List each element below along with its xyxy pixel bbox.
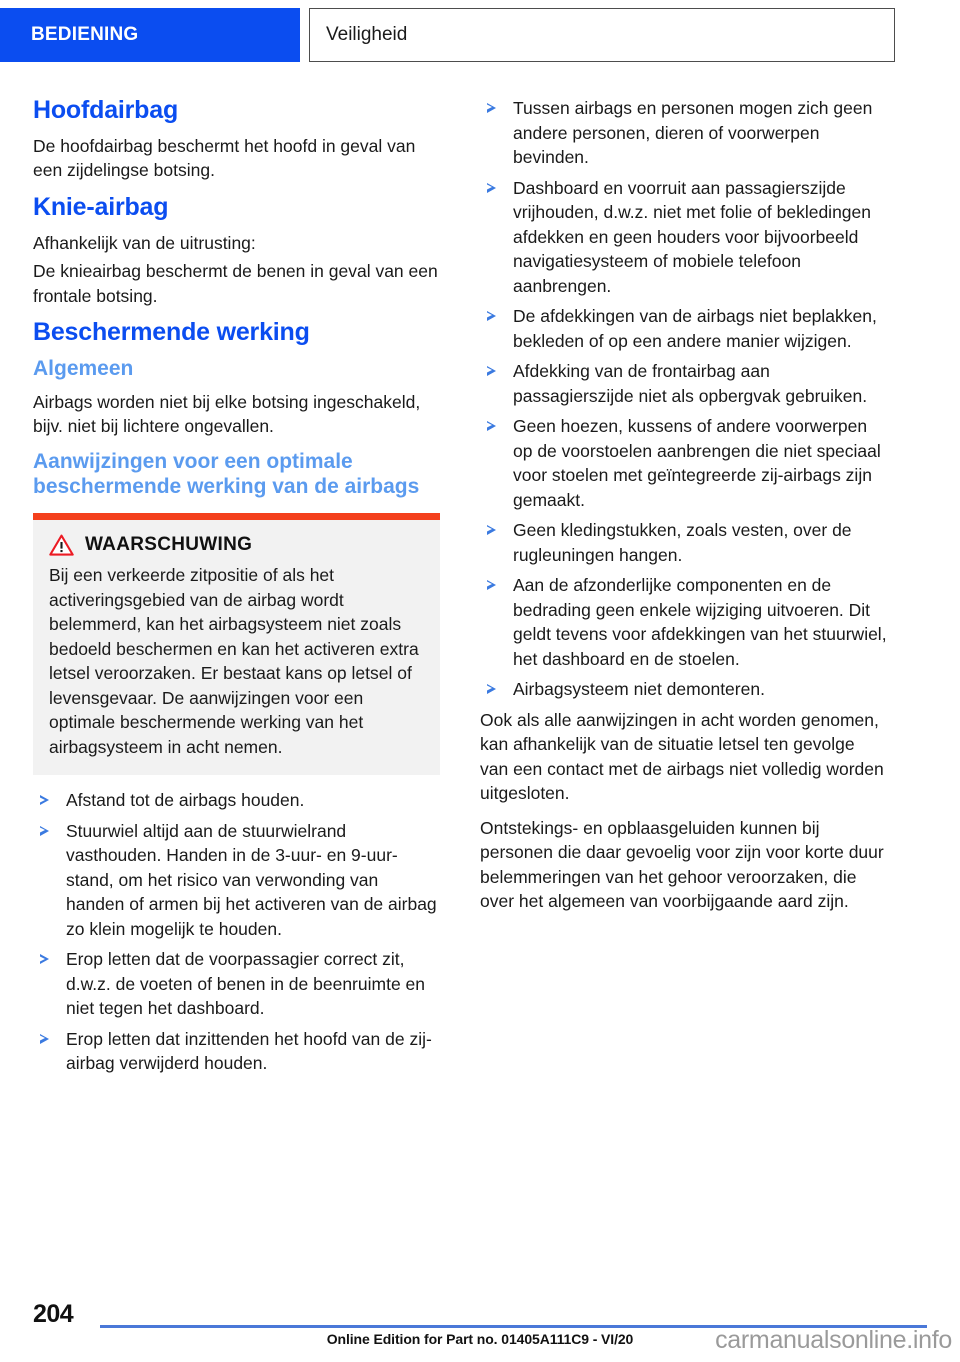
list-item xyxy=(33,1027,440,1076)
heading-hoofdairbag: Hoofdairbag xyxy=(33,96,179,124)
right-column xyxy=(480,96,887,924)
header-section-label: Veiligheid xyxy=(326,24,408,45)
list-item xyxy=(480,96,887,170)
header-section-tab xyxy=(309,8,895,62)
page-footer xyxy=(0,1290,960,1362)
list-item-text: De afdekkingen van de airbags niet beplakken, bekleden of op een andere manier wijzigen. xyxy=(513,306,877,351)
triangle-bullet-icon xyxy=(40,826,49,836)
list-item-text: Geen kledingstukken, zoals vesten, over de rugleuningen hangen. xyxy=(513,520,852,565)
list-item-text: Aan de afzonderlijke componenten en de bedrading geen enkele wijziging uitvoeren. Dit geldt tevens voor afdekkingen van het stuurwiel, het dashboard en de stoelen. xyxy=(513,575,887,669)
footer-edition-text: Online Edition for Part no. 01405A111C9 - VI/20 xyxy=(326,1331,634,1347)
warning-text: Bij een verkeerde zitpositie of als het activeringsgebied van de airbag wordt belemmerd, kan het airbagsysteem niet zoals bedoeld beschermen en kan het activeren extra letsel veroorzaken. Er bestaat kans op letsel of levensgevaar. De aanwijzingen voor een optimale beschermende werking van het airbagsysteem in acht nemen. xyxy=(49,565,419,757)
page-header xyxy=(0,8,960,62)
list-item xyxy=(480,677,887,702)
header-chapter-tab xyxy=(0,8,300,62)
triangle-bullet-icon xyxy=(40,795,49,805)
warning-box xyxy=(33,513,440,775)
warning-title: WAARSCHUWING xyxy=(85,534,253,556)
page-number: 204 xyxy=(33,1300,74,1328)
left-bullet-list xyxy=(33,788,440,1076)
heading-aanwijzingen-optimale-werking: Aanwijzingen voor een optimale beschermende werking van de airbags xyxy=(33,449,420,499)
list-item-text: Tussen airbags en personen mogen zich geen andere personen, dieren of voorwerpen bevinden. xyxy=(513,98,873,167)
header-chapter-label: BEDIENING xyxy=(31,24,139,45)
triangle-bullet-icon xyxy=(40,1034,49,1044)
paragraph-knieairbag: De knieairbag beschermt de benen in geval van een frontale botsing. xyxy=(33,261,438,306)
list-item xyxy=(33,819,440,942)
list-item xyxy=(480,304,887,353)
list-item-text: Afdekking van de frontairbag aan passagierszijde niet als opbergvak gebruiken. xyxy=(513,361,868,406)
watermark-text: carmanualsonline.info xyxy=(715,1326,952,1354)
paragraph-ontstekings-opblaasgeluiden: Ontstekings- en opblaasgeluiden kunnen bij personen die daar gevoelig voor zijn voor korte duur belemmeringen van het gehoor veroorzaken, die over het algemeen van voorbijgaande aard zijn. xyxy=(480,817,884,911)
warning-title-row xyxy=(49,534,424,556)
triangle-bullet-icon xyxy=(487,684,496,694)
paragraph-ook-als-alle-aanwijzingen: Ook als alle aanwijzingen in acht worden genomen, kan afhankelijk van de situatie letsel ten gevolge van een contact met de airbags niet volledig worden uitgesloten. xyxy=(480,709,884,803)
triangle-bullet-icon xyxy=(487,421,496,431)
triangle-bullet-icon xyxy=(40,954,49,964)
list-item-text: Dashboard en voorruit aan passagierszijde vrijhouden, d.w.z. niet met folie of bekledingen afdekken en geen houders voor bijvoorbeeld navigatiesysteem of mobiele telefoon aanbrengen. xyxy=(513,177,871,296)
list-item xyxy=(480,359,887,408)
triangle-bullet-icon xyxy=(487,311,496,321)
list-item-text: Stuurwiel altijd aan de stuurwielrand vasthouden. Handen in de 3-uur- en 9-uur-stand, om het risico van verwonding van handen of armen bij het activeren van de airbag zo klein mogelijk te houden. xyxy=(66,820,437,939)
triangle-bullet-icon xyxy=(487,525,496,535)
left-column xyxy=(33,96,440,1082)
triangle-bullet-icon xyxy=(487,580,496,590)
list-item xyxy=(480,518,887,567)
heading-knie-airbag: Knie-airbag xyxy=(33,192,169,221)
list-item-text: Erop letten dat de voorpassagier correct zit, d.w.z. de voeten of benen in de beenruimte en niet tegen het dashboard. xyxy=(66,949,426,1019)
triangle-bullet-icon xyxy=(487,103,496,113)
right-bullet-list xyxy=(480,96,887,702)
triangle-bullet-icon xyxy=(487,366,496,376)
heading-algemeen: Algemeen xyxy=(33,356,134,380)
list-item xyxy=(480,414,887,512)
triangle-bullet-icon xyxy=(487,183,496,193)
heading-beschermende-werking: Beschermende werking xyxy=(33,318,310,346)
paragraph-afhankelijk-uitrusting: Afhankelijk van de uitrusting: xyxy=(33,232,256,253)
warning-triangle-icon xyxy=(49,534,74,556)
list-item xyxy=(33,947,440,1021)
list-item xyxy=(480,176,887,299)
list-item xyxy=(480,573,887,671)
list-item-text: Erop letten dat inzittenden het hoofd van de zij-airbag verwijderd houden. xyxy=(66,1028,432,1074)
list-item-text: Afstand tot de airbags houden. xyxy=(66,790,305,811)
list-item-text: Airbagsysteem niet demonteren. xyxy=(513,679,765,699)
list-item-text: Geen hoezen, kussens of andere voorwerpen op de voorstoelen aanbrengen die niet speciaal voor stoelen met geïntegreerde zij-airbags zijn gemaakt. xyxy=(513,416,881,510)
list-item xyxy=(33,788,440,813)
paragraph-algemeen: Airbags worden niet bij elke botsing ingeschakeld, bijv. niet bij lichtere ongevallen. xyxy=(33,391,421,437)
paragraph-hoofdairbag: De hoofdairbag beschermt het hoofd in geval van een zijdelingse botsing. xyxy=(33,135,416,181)
